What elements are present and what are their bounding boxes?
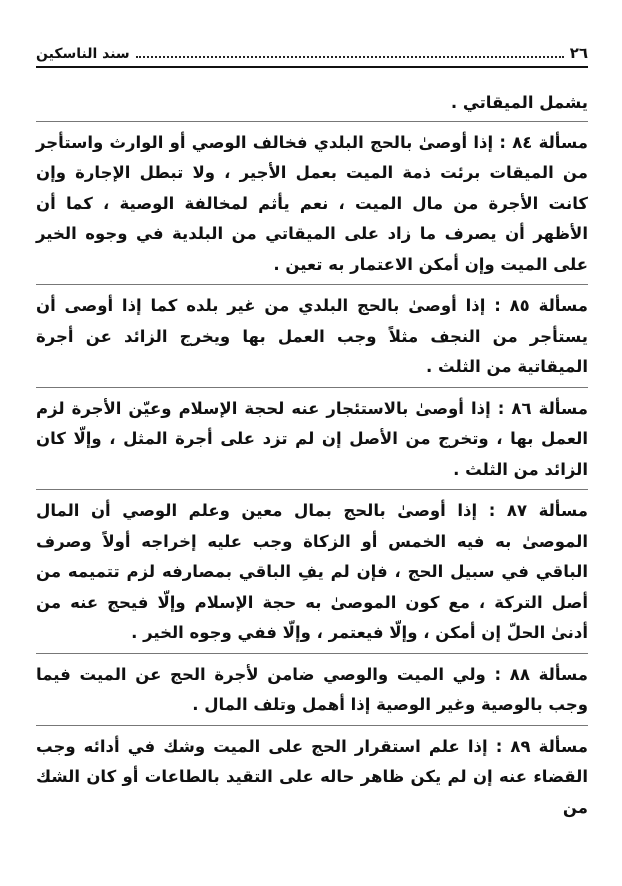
issue-label: مسألة ٨٧ : (488, 501, 588, 520)
paragraph-0 (36, 88, 588, 122)
paragraph-text: يشمل الميقاتي . (450, 93, 588, 112)
paragraph-84 (36, 128, 588, 286)
paragraph-text: إذا أوصىٰ بالاستئجار عنه لحجة الإسلام وعيّن الأجرة لزم العمل بها ، وتخرج من الأصل إن لم تزد على أجرة المثل ، وإلّا كان الزائد من الثلث . (36, 398, 588, 479)
paragraph-text: إذا أوصىٰ بالحج بمال معين وعلم الوصي أن المال الموصىٰ به فيه الخمس أو الزكاة وجب عليه إخراجه أولاً وصرف الباقي في سبيل الحج ، فإن لم يفِ الباقي بمصارفه لزم تتميمه من أصل التركة ، مع كون الموصىٰ به حجة الإسلام وإلّا فيحج عنه من أدنىٰ الحلّ إن أمكن ، وإلّا فيعتمر ، وإلّا ففي وجوه الخير . (36, 501, 588, 642)
paragraph-86 (36, 394, 588, 491)
issue-label: مسألة ٨٤ : (499, 132, 588, 152)
running-header (36, 40, 588, 62)
paragraph-text: ولي الميت والوصي ضامن لأجرة الحج عن الميت فيما وجب بالوصية وغير الوصية إذا أهمل وتلف المال . (36, 664, 588, 714)
header-rule (36, 66, 588, 68)
paragraph-text: إذا أوصىٰ بالحج البلدي فخالف الوصي أو الوارث واستأجر من الميقات برئت ذمة الميت بعمل الأجير ، ولا تبطل الإجارة وإن كانت الأجرة من مال الميت ، نعم يأثم لمخالفة الوصية ، كما أن الأظهر أن يصرف ما زاد على الميقاتي من البلدية في وجوه الخير على الميت وإن أمكن الاعتمار به تعين . (36, 132, 588, 274)
paragraph-89 (36, 732, 588, 828)
paragraph-87 (36, 496, 588, 654)
issue-label: مسألة ٨٩ : (495, 736, 589, 756)
book-title: سند الناسكين (36, 46, 130, 62)
dotted-leader (136, 56, 564, 58)
paragraph-text: إذا علم استقرار الحج على الميت وشك في أدائه وجب القضاء عنه إن لم يكن ظاهر حاله على التقيد بالطاعات أو كان الشك من (36, 736, 588, 817)
page-body (36, 88, 588, 833)
issue-label: مسألة ٨٨ : (494, 664, 589, 684)
paragraph-88 (36, 660, 588, 726)
issue-label: مسألة ٨٥ : (494, 296, 588, 315)
paragraph-85 (36, 291, 588, 388)
paragraph-text: إذا أوصىٰ بالحج البلدي من غير بلده كما إذا أوصى أن يستأجر من النجف مثلاً وجب العمل بها ويخرج الزائد عن أجرة الميقاتية من الثلث . (36, 296, 588, 376)
page-number: ٢٦ (569, 44, 588, 62)
issue-label: مسألة ٨٦ : (497, 398, 588, 418)
